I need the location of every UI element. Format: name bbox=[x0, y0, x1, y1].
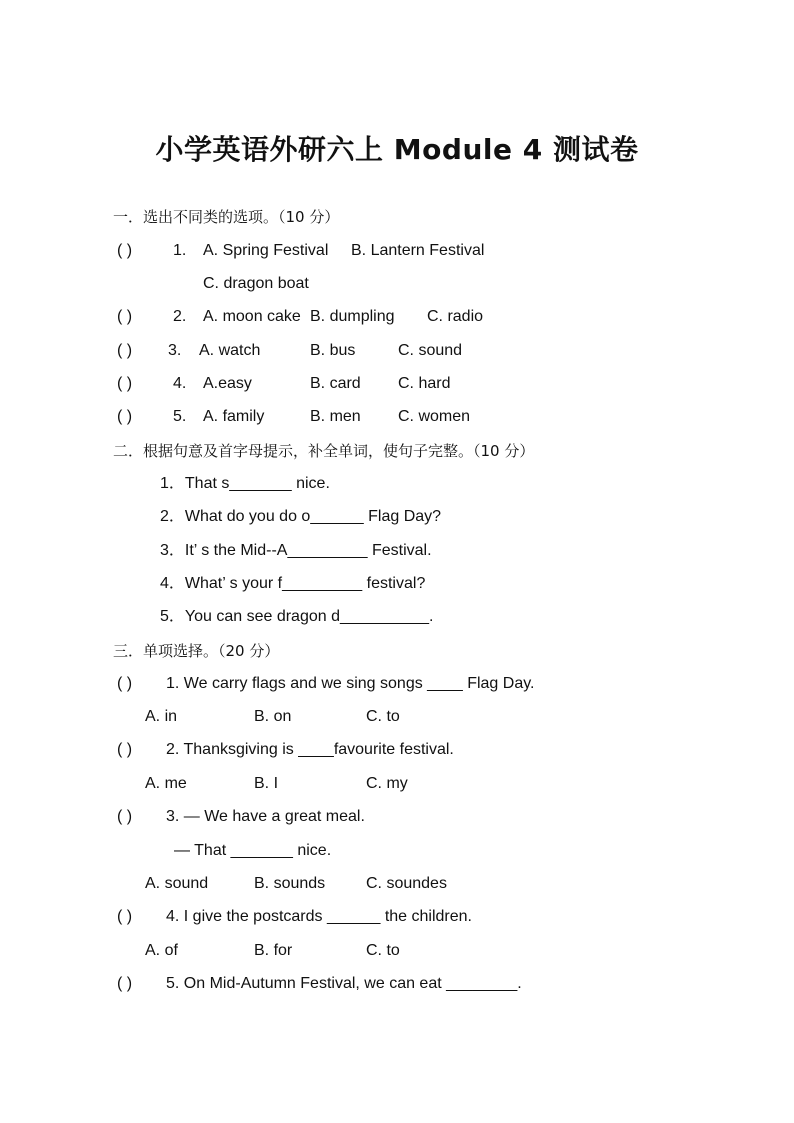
option-a: A. me bbox=[145, 775, 187, 792]
option-c: C. dragon boat bbox=[203, 275, 309, 292]
option-c: C. soundes bbox=[366, 875, 447, 892]
option-c: C. sound bbox=[398, 342, 463, 359]
option-b: B. bus bbox=[310, 342, 356, 359]
answer-paren: ( ) bbox=[117, 342, 133, 359]
answer-paren: ( ) bbox=[117, 308, 133, 325]
question-text: 1. We carry flags and we sing songs ____ Flag Day. bbox=[166, 675, 535, 692]
answer-paren: ( ) bbox=[117, 242, 133, 259]
option-c: C. radio bbox=[427, 308, 484, 325]
question-text: 3. — We have a great meal. bbox=[166, 808, 365, 825]
question-text: 4. I give the postcards ______ the children. bbox=[166, 908, 472, 925]
option-b: B. Lantern Festival bbox=[351, 242, 485, 259]
question-number: 2. bbox=[173, 308, 187, 325]
option-c: C. my bbox=[366, 775, 408, 792]
option-b: B. men bbox=[310, 408, 361, 425]
option-a: A. of bbox=[145, 942, 178, 959]
s2-sentence-4: 4．What’ s your f_________ festival? bbox=[160, 575, 426, 592]
s2-sentence-5: 5．You can see dragon d__________. bbox=[160, 608, 434, 625]
option-a: A. in bbox=[145, 708, 178, 725]
option-a: A. moon cake bbox=[203, 308, 301, 325]
question-number: 4. bbox=[173, 375, 187, 392]
option-a: A. Spring Festival bbox=[203, 242, 329, 259]
question-number: 3. bbox=[168, 342, 182, 359]
answer-paren: ( ) bbox=[117, 741, 133, 758]
option-c: C. to bbox=[366, 708, 400, 725]
option-b: B. dumpling bbox=[310, 308, 395, 325]
question-text: 2. Thanksgiving is ____favourite festival. bbox=[166, 741, 454, 758]
answer-paren: ( ) bbox=[117, 908, 133, 925]
question-text: 5. On Mid-Autumn Festival, we can eat ________. bbox=[166, 975, 522, 992]
answer-paren: ( ) bbox=[117, 675, 133, 692]
option-b: B. sounds bbox=[254, 875, 326, 892]
section-1-heading: 一．选出不同类的选项。（10 分） bbox=[113, 208, 340, 226]
section-3-heading: 三．单项选择。（20 分） bbox=[113, 642, 280, 660]
option-b: B. I bbox=[254, 775, 279, 792]
s2-sentence-1: 1．That s_______ nice. bbox=[160, 475, 330, 492]
option-b: B. for bbox=[254, 942, 293, 959]
page-title: 小学英语外研六上 Module 4 测试卷 bbox=[155, 133, 639, 166]
option-a: A. watch bbox=[199, 342, 261, 359]
option-b: B. on bbox=[254, 708, 292, 725]
answer-paren: ( ) bbox=[117, 975, 133, 992]
s2-sentence-3: 3．It’ s the Mid--A_________ Festival. bbox=[160, 542, 432, 559]
question-number: 1. bbox=[173, 242, 187, 259]
answer-paren: ( ) bbox=[117, 808, 133, 825]
question-number: 5. bbox=[173, 408, 187, 425]
option-c: C. to bbox=[366, 942, 400, 959]
option-a: A.easy bbox=[203, 375, 252, 392]
option-c: C. hard bbox=[398, 375, 451, 392]
option-b: B. card bbox=[310, 375, 361, 392]
option-a: A. family bbox=[203, 408, 265, 425]
s2-sentence-2: 2．What do you do o______ Flag Day? bbox=[160, 508, 442, 525]
option-c: C. women bbox=[398, 408, 471, 425]
section-2-heading: 二．根据句意及首字母提示，补全单词，使句子完整。（10 分） bbox=[113, 442, 535, 460]
answer-paren: ( ) bbox=[117, 375, 133, 392]
question-text-line-2: — That _______ nice. bbox=[174, 842, 332, 859]
option-a: A. sound bbox=[145, 875, 209, 892]
answer-paren: ( ) bbox=[117, 408, 133, 425]
